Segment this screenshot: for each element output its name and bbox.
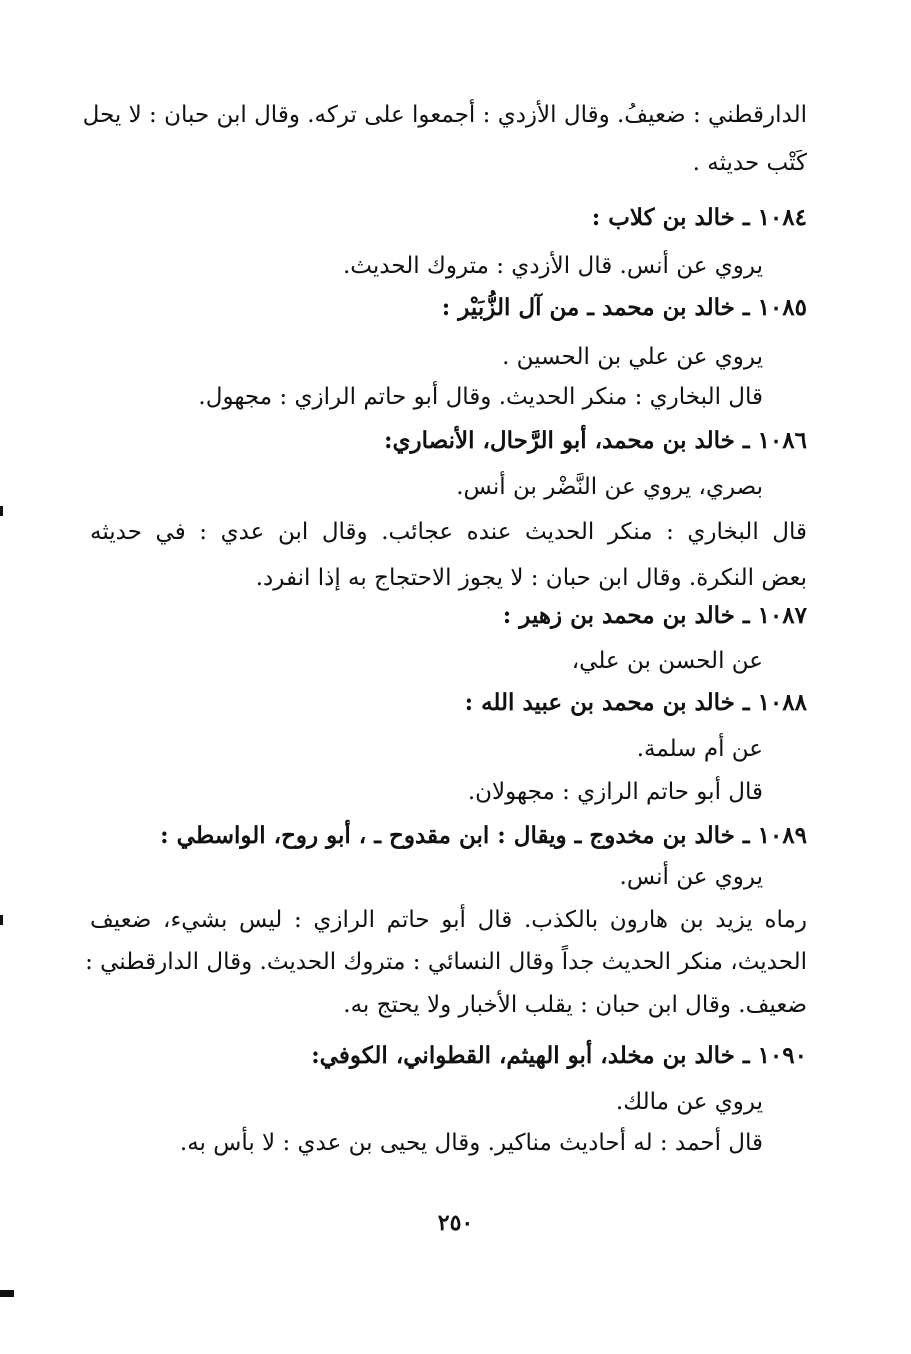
text-line: يروي عن أنس. xyxy=(619,864,763,890)
text-line: قال أبو حاتم الرازي : مجهولان. xyxy=(467,779,763,805)
text-line: ضعيف. وقال ابن حبان : يقلب الأخبار ولا يحتج به. xyxy=(343,992,807,1018)
text-line: قال البخاري : منكر الحديث. وقال أبو حاتم الرازي : مجهول. xyxy=(198,384,763,410)
text-line: قال البخاري : منكر الحديث عنده عجائب. وقال ابن عدي : في حديثه xyxy=(90,519,807,545)
text-line: قال أحمد : له أحاديث مناكير. وقال يحيى بن عدي : لا بأس به. xyxy=(179,1130,763,1156)
entry-heading: ١٠٨٦ ـ خالد بن محمد، أبو الرَّحال، الأنصاري: xyxy=(384,427,807,454)
text-line: يروي عن علي بن الحسين . xyxy=(502,344,763,370)
entry-heading: ١٠٨٧ ـ خالد بن محمد بن زهير : xyxy=(502,602,807,629)
entry-heading: ١٠٨٥ ـ خالد بن محمد ـ من آل الزُّبَيْر : xyxy=(441,294,807,321)
page-number: ٢٥٠ xyxy=(437,1210,474,1236)
text-line: عن أم سلمة. xyxy=(636,736,763,762)
text-line: بصري، يروي عن النَّضْر بن أنس. xyxy=(456,474,763,500)
entry-heading: ١٠٨٨ ـ خالد بن محمد بن عبيد الله : xyxy=(464,689,807,716)
text-line: يروي عن أنس. قال الأزدي : متروك الحديث. xyxy=(343,253,763,279)
text-line: الدارقطني : ضعيفُ. وقال الأزدي : أجمعوا على تركه. وقال ابن حبان : لا يحل xyxy=(82,102,807,128)
text-line: الحديث، منكر الحديث جداً وقال النسائي : متروك الحديث. وقال الدارقطني : xyxy=(85,949,807,975)
text-line: كَتْب حديثه . xyxy=(692,150,807,176)
entry-heading: ١٠٨٤ ـ خالد بن كلاب : xyxy=(591,204,807,231)
text-line: يروي عن مالك. xyxy=(615,1089,763,1115)
scan-edge-mark xyxy=(0,506,3,516)
text-line: بعض النكرة. وقال ابن حبان : لا يجوز الاحتجاج به إذا انفرد. xyxy=(255,565,807,591)
scan-edge-mark xyxy=(0,915,3,925)
scan-edge-mark xyxy=(0,1290,14,1297)
text-line: رماه يزيد بن هارون بالكذب. قال أبو حاتم الرازي : ليس بشيء، ضعيف xyxy=(90,907,807,933)
entry-heading: ١٠٨٩ ـ خالد بن مخدوج ـ ويقال : ابن مقدوح ـ ، أبو روح، الواسطي : xyxy=(160,822,807,849)
text-line: عن الحسن بن علي، xyxy=(571,648,763,674)
entry-heading: ١٠٩٠ ـ خالد بن مخلد، أبو الهيثم، القطواني، الكوفي: xyxy=(311,1042,807,1069)
